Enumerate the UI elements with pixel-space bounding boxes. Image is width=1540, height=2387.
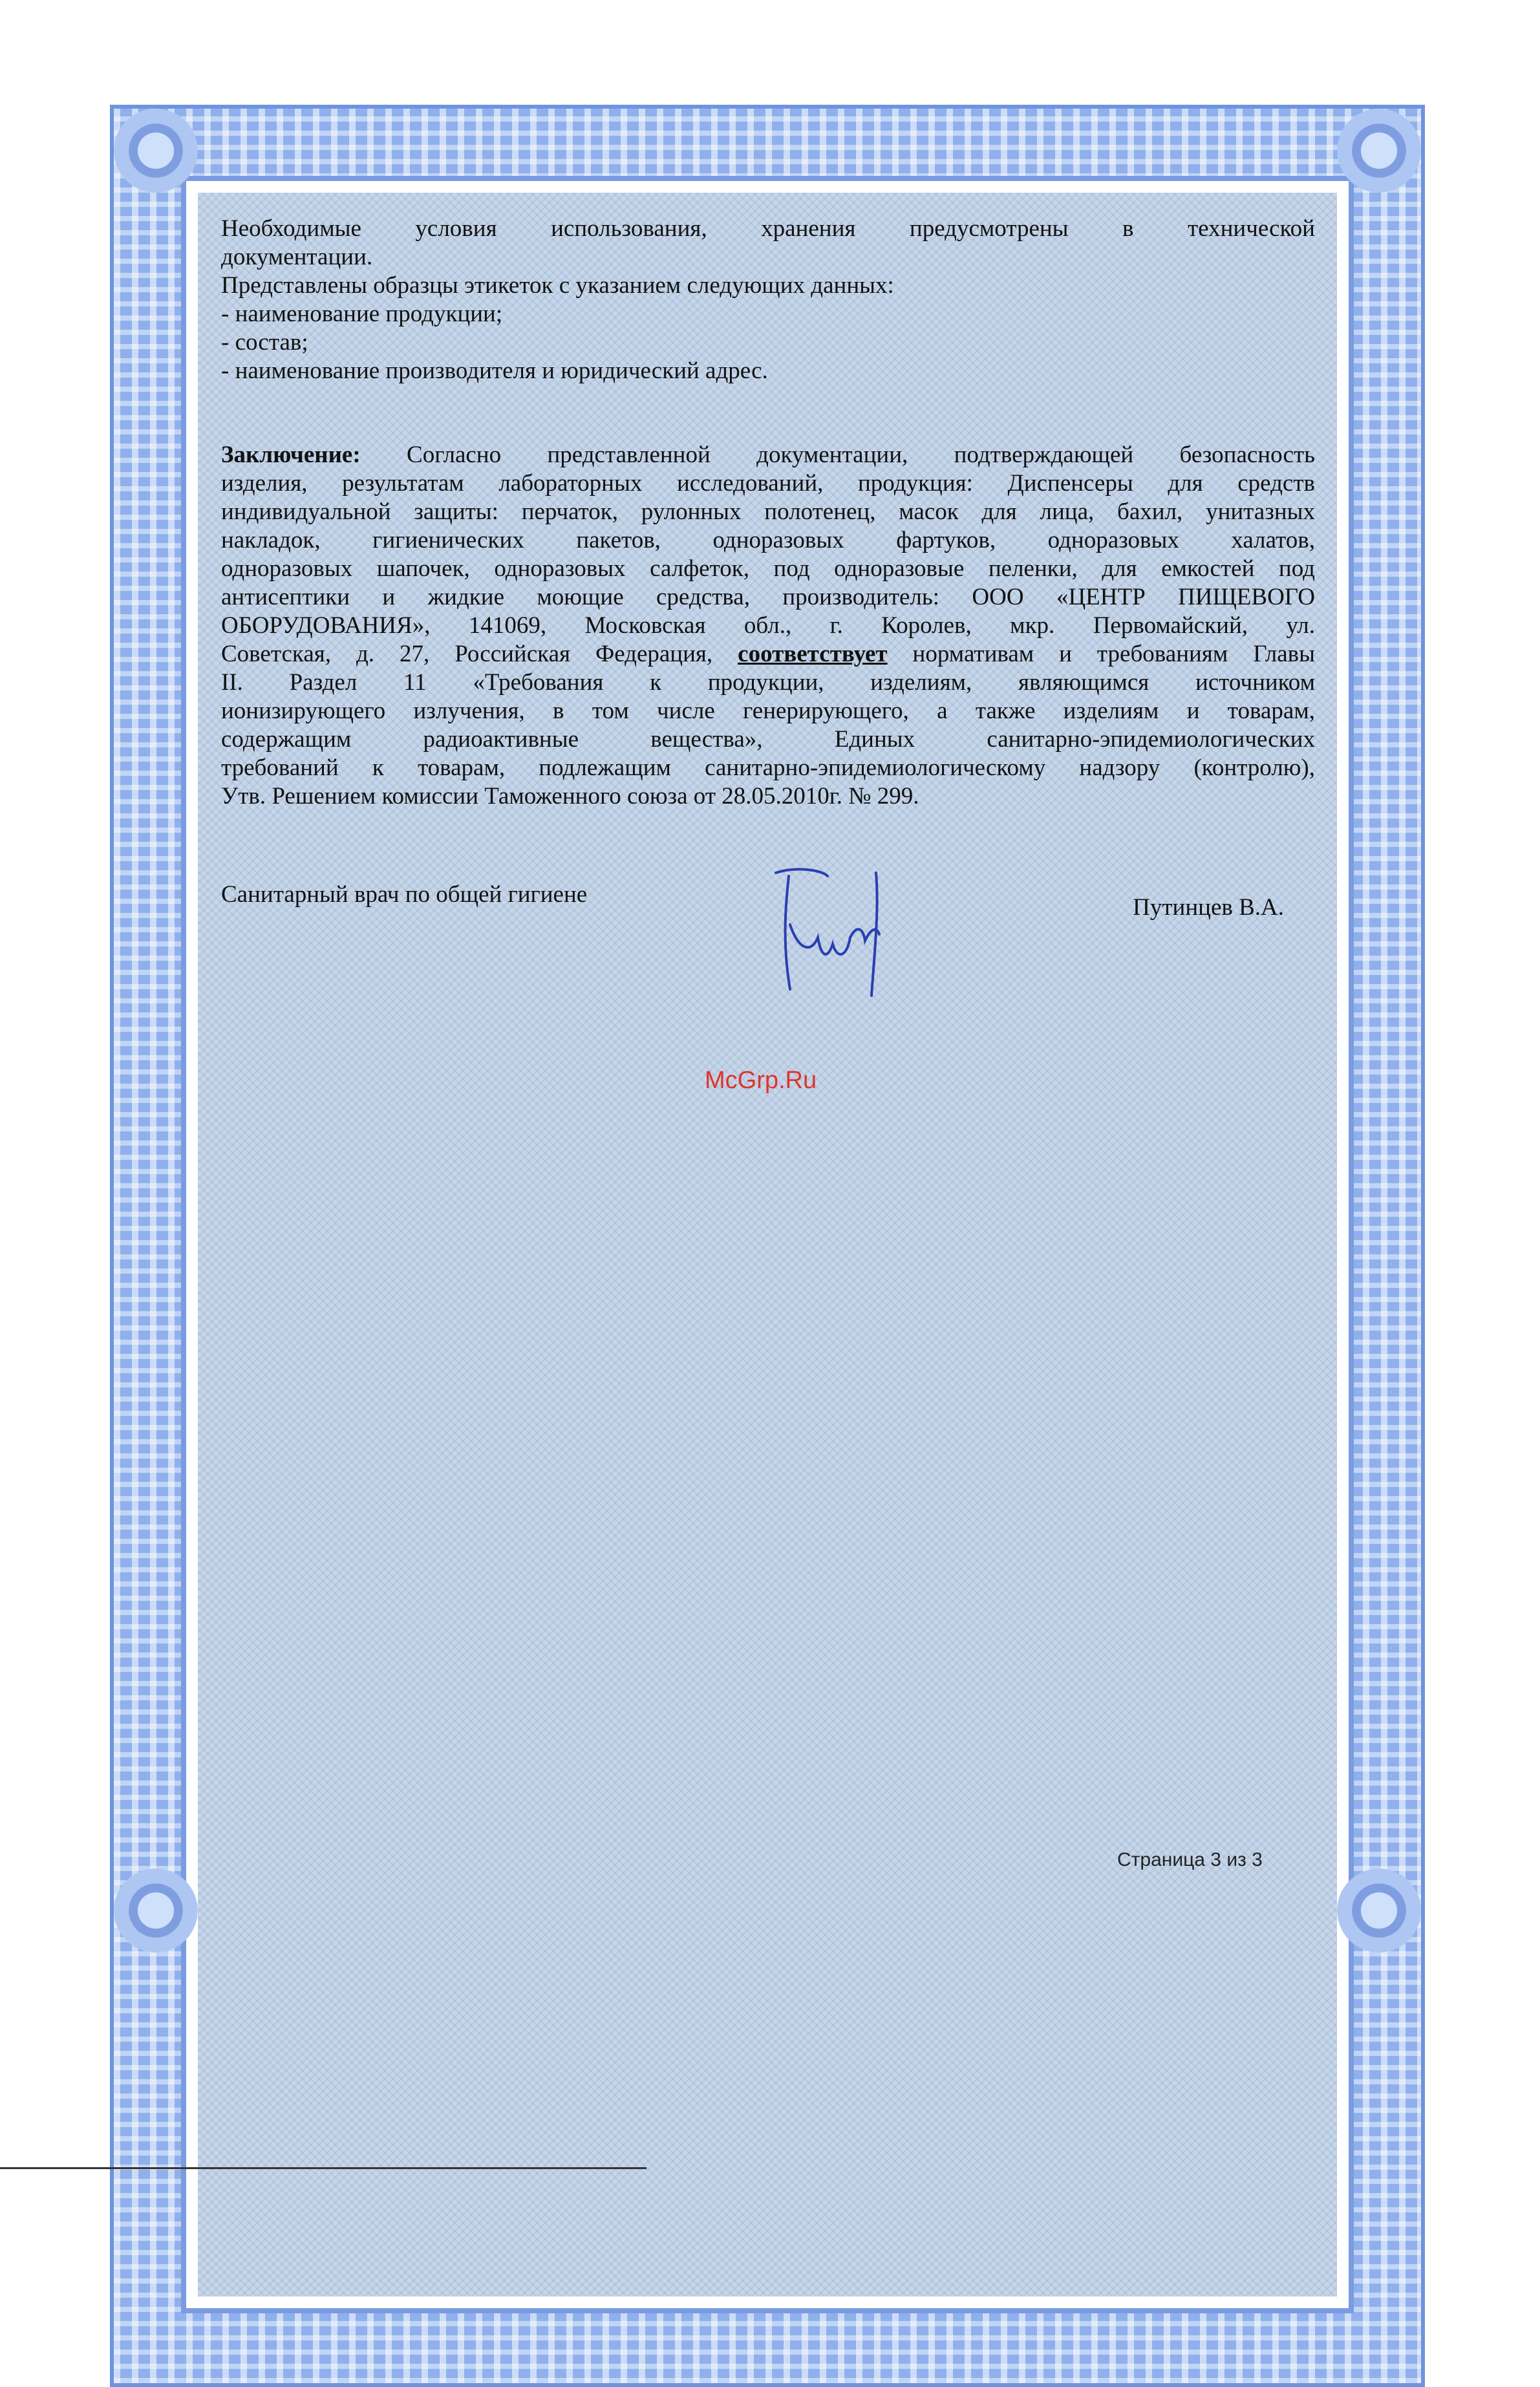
- text-line: Утв. Решением комиссии Таможенного союза от 28.05.2010г. № 299.: [221, 783, 919, 809]
- text-line: нормативам и требованиям Главы: [912, 641, 1316, 667]
- text-line: накладок, гигиенических пакетов, одноразовых фартуков, одноразовых халатов,: [221, 527, 1315, 553]
- page-number: Страница 3 из 3: [1117, 1849, 1263, 1870]
- list-item: - состав;: [221, 329, 308, 356]
- conclusion-paragraph: [221, 441, 1315, 811]
- corner-ornament-bottom-left: [114, 1868, 198, 1953]
- text-line: Советская, д. 27, Российская Федерация,: [221, 641, 713, 667]
- text-line: Согласно представленной документации, подтверждающей безопасность: [407, 442, 1315, 468]
- signatory-name: Путинцев В.А.: [1133, 894, 1284, 921]
- scan-edge-line: [0, 2167, 647, 2169]
- list-item: - наименование продукции;: [221, 301, 503, 327]
- corner-ornament-top-right: [1337, 109, 1421, 193]
- conformity-keyword: соответствует: [738, 641, 888, 667]
- text-line: II. Раздел 11 «Требования к продукции, изделиям, являющимся источником: [221, 669, 1315, 696]
- text-line: индивидуальной защиты: перчаток, рулонных полотенец, масок для лица, бахил, унитазных: [221, 498, 1315, 525]
- conditions-paragraph: [221, 215, 1315, 272]
- text-line: требований к товарам, подлежащим санитарно-эпидемиологическому надзору (контролю),: [221, 755, 1315, 781]
- labels-paragraph: [221, 272, 1315, 385]
- text-line: одноразовых шапочек, одноразовых салфеток, под одноразовые пеленки, для емкостей под: [221, 555, 1315, 582]
- text-line: содержащим радиоактивные вещества», Единых санитарно-эпидемиологических: [221, 726, 1315, 753]
- corner-ornament-top-left: [114, 109, 198, 193]
- handwritten-signature: [750, 847, 905, 1009]
- conclusion-first-line: [221, 441, 1315, 469]
- watermark-text: McGrp.Ru: [705, 1067, 817, 1094]
- conclusion-label: Заключение:: [221, 442, 361, 468]
- text-line: документации.: [221, 244, 373, 270]
- signatory-position: Санитарный врач по общей гигиене: [221, 881, 588, 908]
- text-line: ионизирующего излучения, в том числе генерирующего, а также изделиям и товарам,: [221, 698, 1315, 724]
- text-line: Представлены образцы этикеток с указанием следующих данных:: [221, 272, 894, 299]
- list-item: - наименование производителя и юридический адрес.: [221, 358, 768, 384]
- text-line: антисептики и жидкие моющие средства, производитель: ООО «ЦЕНТР ПИЩЕВОГО: [221, 584, 1315, 610]
- conformity-line: [221, 640, 1315, 669]
- text-line: ОБОРУДОВАНИЯ», 141069, Московская обл., г. Королев, мкр. Первомайский, ул.: [221, 612, 1315, 639]
- text-line: изделия, результатам лабораторных исследований, продукция: Диспенсеры для средств: [221, 470, 1315, 497]
- corner-ornament-bottom-right: [1337, 1868, 1421, 1953]
- text-line: Необходимые условия использования, хранения предусмотрены в технической: [221, 215, 1315, 242]
